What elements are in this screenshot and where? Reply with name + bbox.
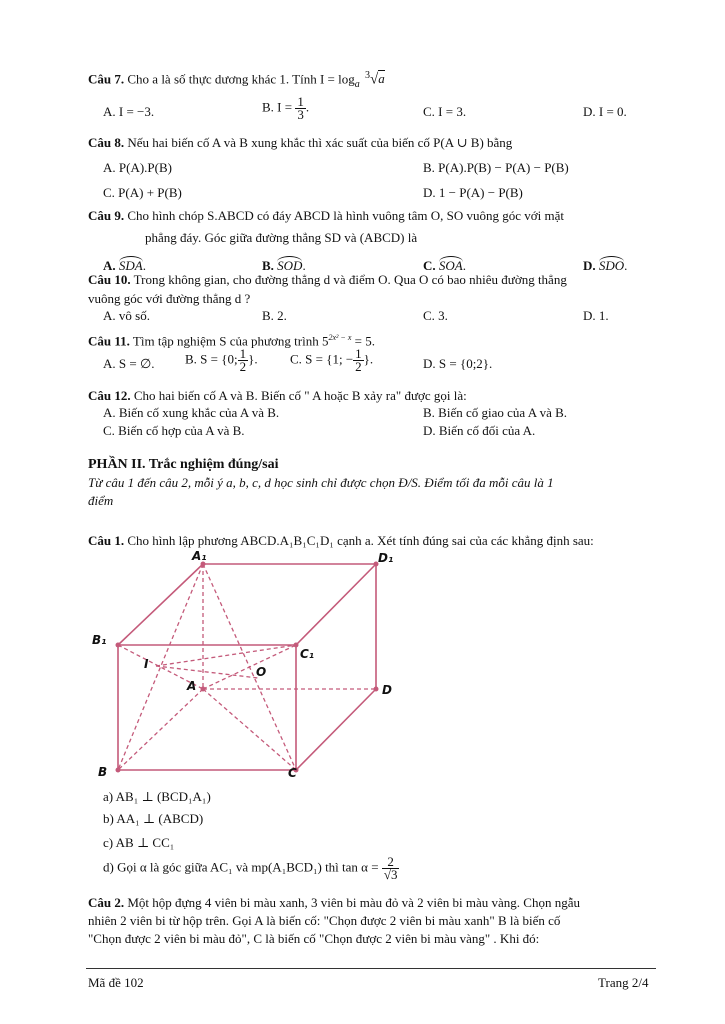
q9-angle-a: SDA [118, 258, 143, 273]
q10-option-c: C. 3. [423, 308, 448, 323]
p2q1-item-d-fraction [382, 856, 400, 881]
q12-number: Câu 12. [88, 388, 131, 403]
q10-text-line2: vuông góc với đường thẳng d ? [88, 291, 251, 306]
label-A1: A₁ [192, 549, 207, 563]
label-C: C [288, 766, 297, 778]
q8-stem [88, 135, 512, 151]
q11-option-d: D. S = {0;2}. [423, 356, 493, 371]
q10-text-line1: Trong không gian, cho đường thẳng d và điểm O. Qua O có bao nhiêu đường thẳng [133, 272, 567, 287]
q8-option-c: C. P(A) + P(B) [103, 185, 182, 200]
q11-option-b-label: B. S = {0; [185, 351, 238, 367]
q9-number: Câu 9. [88, 208, 125, 223]
frac-num: 1 [297, 94, 304, 109]
q7-option-a: A. I = −3. [103, 104, 155, 119]
q10-option-a: A. vô số. [103, 308, 150, 323]
q8-number: Câu 8. [88, 135, 125, 150]
q9-option-b: B. SOD. [262, 258, 306, 273]
label-A: A [187, 679, 197, 693]
footer-exam-code: Mã đề 102 [88, 975, 144, 990]
label-B1: B₁ [92, 633, 107, 647]
q8-option-b: B. P(A).P(B) − P(A) − P(B) [423, 160, 569, 175]
p2q1-item-a: a) AB₁ ⊥ (BCD₁A₁) [103, 789, 211, 804]
q7-option-c: C. I = 3. [423, 104, 467, 119]
q9-option-c: C. SOA. [423, 258, 466, 273]
q11-option-a: A. S = ∅. [103, 356, 155, 371]
p2q2-text-line2: nhiên 2 viên bi từ hộp trên. Gọi A là biến cố: "Chọn được 2 viên bi màu xanh" B là biến cố [88, 913, 561, 928]
p2q2-text-line3: "Chọn được 2 viên bi màu đỏ", C là biến cố "Chọn được 2 viên bi màu vàng" . Khi đó: [88, 931, 540, 946]
footer-divider [86, 968, 656, 969]
part2-note-line2: điểm [88, 493, 114, 508]
q7-stem: Câu 7. Cho a là số thực dương khác 1. Tính $I = \log_a ^3√a$ [88, 70, 385, 90]
q7-option-b-label: B. I = [262, 99, 293, 115]
label-D: D [382, 683, 392, 697]
label-D1: D₁ [378, 551, 394, 565]
p2q1-number: Câu 1. [88, 533, 125, 548]
q7-option-d: D. I = 0. [583, 104, 627, 119]
p2q2-number: Câu 2. [88, 895, 125, 910]
q7-option-b-fraction [295, 96, 306, 121]
p2q1-text: Cho hình lập phương ABCD.A₁B₁C₁D₁ cạnh a. Xét tính đúng sai của các khẳng định sau: [127, 533, 594, 548]
q12-option-b: B. Biến cố giao của A và B. [423, 405, 568, 420]
frac-num: 2 [382, 856, 400, 869]
q7-option-b: B. I = $\frac{1}{3}$ . [262, 94, 310, 122]
p2q2-text-line1: Một hộp đựng 4 viên bi màu xanh, 3 viên bi màu đỏ và 2 viên bi màu vàng. Chọn ngẫu [127, 895, 580, 910]
q9-option-a: A. SDA. [103, 258, 146, 273]
q10-number: Câu 10. [88, 272, 131, 287]
q9-text-line1: Cho hình chóp S.ABCD có đáy ABCD là hình vuông tâm O, SO vuông góc với mặt [127, 208, 564, 223]
q9-stem [88, 208, 564, 224]
q11-option-c: C. S = {1; − $\frac{1}{2}$ }. [290, 346, 374, 374]
cube-vertices [116, 562, 379, 773]
q11-option-b: B. S = {0; $\frac{1}{2}$ }. [185, 346, 258, 374]
q9-angle-c: SOA [438, 258, 463, 273]
q10-stem [88, 272, 567, 288]
q11-number: Câu 11. [88, 333, 130, 349]
p2q1-item-c: c) AB ⊥ CC₁ [103, 835, 175, 850]
q9-option-d: D. SDO. [583, 258, 628, 273]
frac-den: 3 [297, 107, 304, 122]
p2q1-item-b: b) AA₁ ⊥ (ABCD) [103, 811, 204, 826]
q10-option-d: D. 1. [583, 308, 609, 323]
p2q1-item-d-text: d) Gọi α là góc giữa AC₁ và mp(A₁BCD₁) thì tan α = [103, 859, 379, 875]
cube-solid-edges [118, 564, 376, 770]
part2-note-line1: Từ câu 1 đến câu 2, mỗi ý a, b, c, d học sinh chỉ được chọn Đ/S. Điểm tối đa mỗi câu là 1 [88, 475, 554, 490]
cube-figure [88, 548, 408, 778]
q11-text: Tìm tập nghiệm S của phương trình 5 [132, 333, 329, 349]
q9-angle-d: SDO [598, 258, 625, 273]
cube-hidden-edges [118, 564, 376, 770]
q12-text: Cho hai biến cố A và B. Biến cố " A hoặc B xảy ra" được gọi là: [133, 388, 467, 403]
q7-text: Cho a là số thực dương khác 1. Tính I = log [127, 71, 355, 87]
p2q1-item-d [103, 856, 399, 881]
q11-stem [88, 330, 375, 349]
q11-text-tail: = 5. [351, 333, 375, 349]
label-B: B [98, 765, 108, 778]
q10-option-b: B. 2. [262, 308, 287, 323]
q11-option-c-label: C. S = {1; − [290, 351, 354, 367]
frac-den: √3 [383, 867, 398, 882]
q12-option-c: C. Biến cố hợp của A và B. [103, 423, 245, 438]
p2q2-stem [88, 895, 580, 911]
label-O: O [256, 665, 267, 679]
q9-angle-b: SOD [277, 258, 303, 273]
q12-stem [88, 388, 467, 404]
label-I: I [144, 657, 149, 671]
part2-title: PHẦN II. Trắc nghiệm đúng/sai [88, 457, 279, 472]
q12-option-d: D. Biến cố đối của A. [423, 423, 536, 438]
q7-number: Câu 7. [88, 71, 125, 87]
label-C1: C₁ [300, 647, 315, 661]
q9-text-line2: phẳng đáy. Góc giữa đường thẳng SD và (ABCD) là [145, 230, 418, 245]
q8-text: Nếu hai biến cố A và B xung khắc thì xác suất của biến cố P(A ∪ B) bằng [127, 135, 513, 150]
p2q1-stem [88, 533, 594, 549]
q8-option-d: D. 1 − P(A) − P(B) [423, 185, 523, 200]
q8-option-a: A. P(A).P(B) [103, 160, 172, 175]
q12-option-a: A. Biến cố xung khắc của A và B. [103, 405, 280, 420]
footer-page-number: Trang 2/4 [598, 975, 649, 990]
q11-exponent: 2x² − x [328, 333, 352, 342]
